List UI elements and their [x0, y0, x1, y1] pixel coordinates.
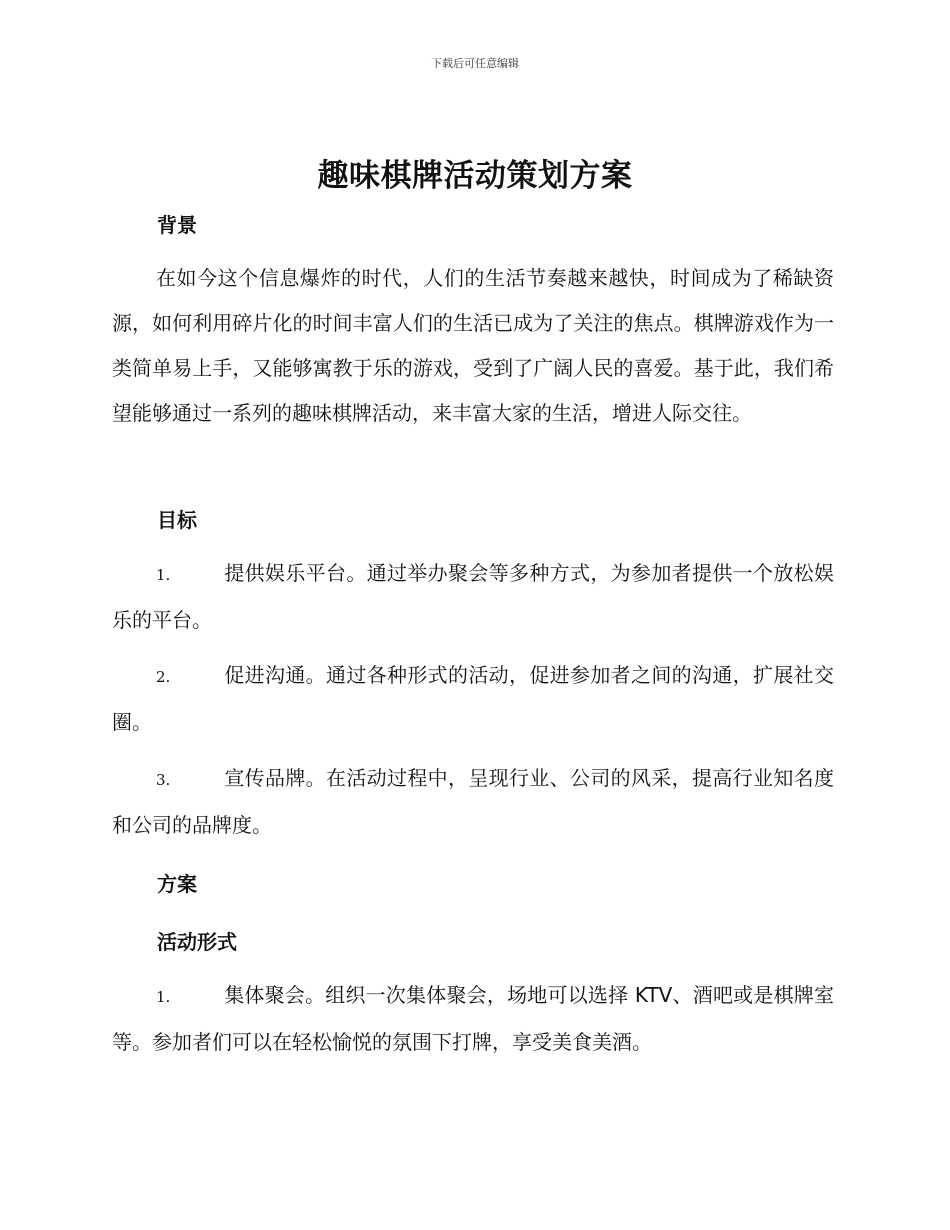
activity-item-1 [112, 973, 834, 1065]
list-number: 3. [156, 771, 171, 789]
list-number: 1. [156, 566, 171, 584]
list-number: 1. [156, 988, 171, 1006]
background-paragraph: 在如今这个信息爆炸的时代，人们的生活节奏越来越快，时间成为了稀缺资源，如何利用碎片化的时间丰富人们的生活已成为了关注的焦点。棋牌游戏作为一类简单易上手，又能够寓教于乐的游戏，受到了广阔人民的喜爱。基于此，我们希望能够通过一系列的趣味棋牌活动，来丰富大家的生活，增进人际交往。 [112, 266, 834, 425]
goal-item-text: 宣传品牌。在活动过程中，呈现行业、公司的风采，提高行业知名度和公司的品牌度。 [112, 766, 834, 837]
document-title: 趣味棋牌活动策划方案 [317, 158, 633, 194]
list-number: 2. [156, 668, 171, 686]
activity-item-text: 集体聚会。组织一次集体聚会，场地可以选择 KTV、酒吧或是棋牌室等。参加者们可以在轻松愉悦的氛围下打牌，享受美食美酒。 [112, 983, 834, 1054]
goal-item-2 [112, 653, 834, 745]
goal-item-3 [112, 756, 834, 848]
header-note: 下载后可任意编辑 [431, 57, 519, 70]
section-heading-goals: 目标 [157, 508, 197, 532]
goal-item-text: 促进沟通。通过各种形式的活动，促进参加者之间的沟通，扩展社交圈。 [112, 663, 834, 734]
goal-item-text: 提供娱乐平台。通过举办聚会等多种方式，为参加者提供一个放松娱乐的平台。 [112, 561, 834, 632]
section-heading-background: 背景 [157, 213, 197, 237]
subsection-heading-activity-form: 活动形式 [157, 930, 237, 954]
section-heading-plan: 方案 [157, 872, 197, 896]
goal-item-1 [112, 551, 834, 643]
